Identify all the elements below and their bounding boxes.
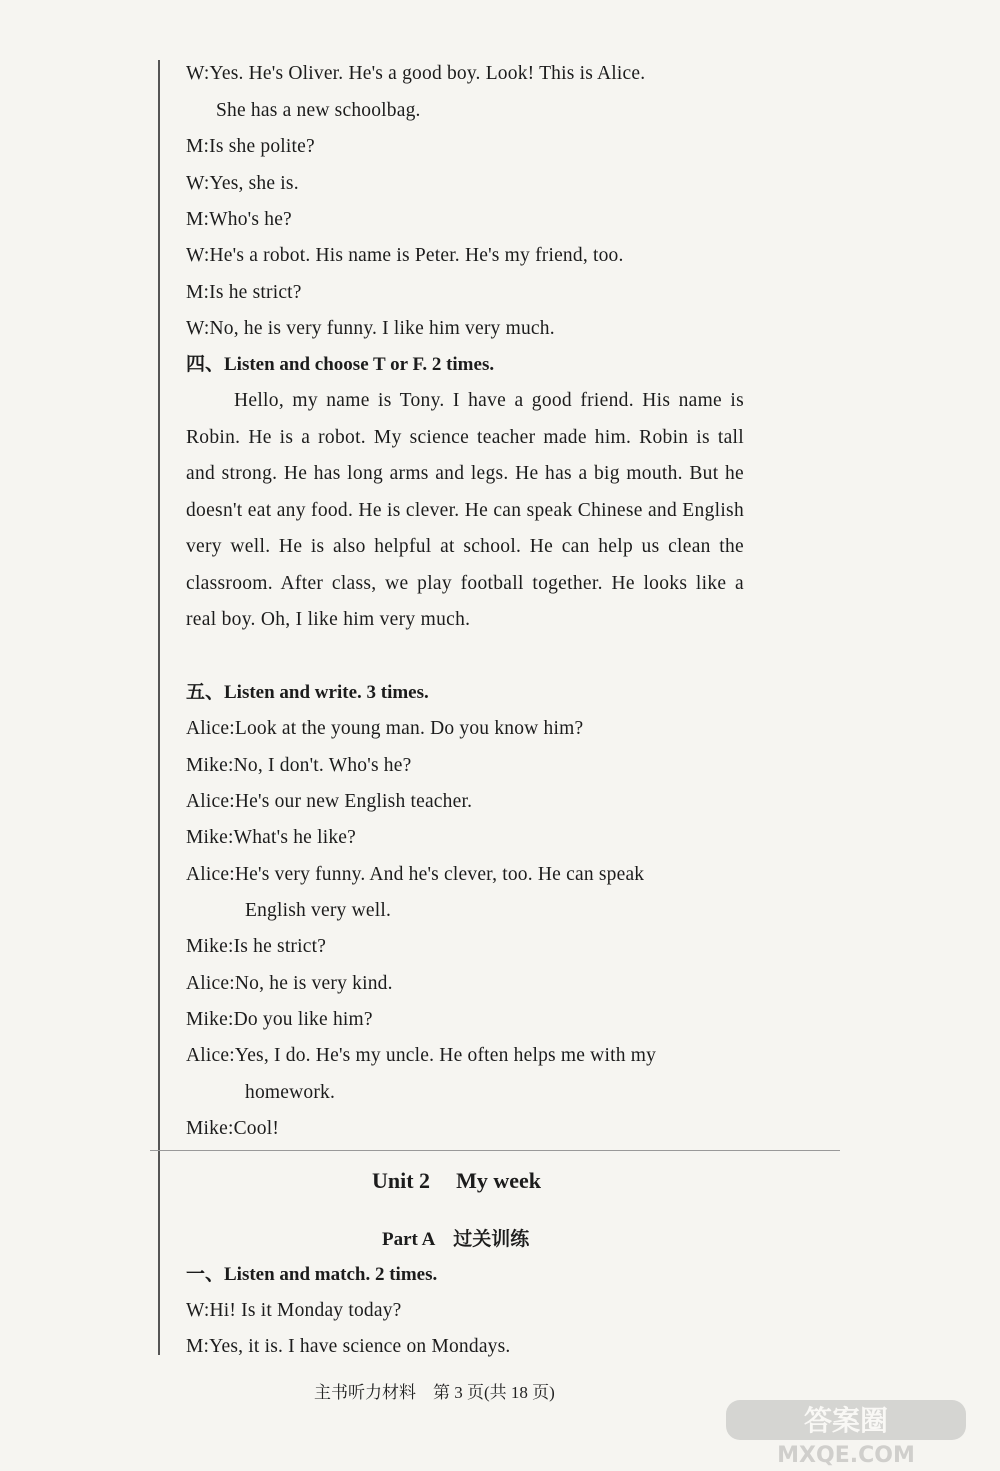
- speaker-label: Mike: [186, 827, 228, 848]
- utterance: Yes, it is. I have science on Mondays.: [209, 1336, 511, 1357]
- utterance: He's our new English teacher.: [234, 791, 473, 812]
- utterance: Is she polite?: [209, 136, 315, 157]
- dialogue-line: W:No, he is very funny. I like him very much.: [186, 318, 555, 339]
- utterance: He's very funny. And he's clever, too. He can speak: [234, 864, 645, 885]
- utterance: No, he is very kind.: [234, 973, 393, 994]
- utterance: Do you like him?: [233, 1009, 373, 1030]
- utterance: Hi! Is it Monday today?: [209, 1300, 402, 1321]
- utterance: Cool!: [233, 1118, 280, 1139]
- dialogue-line: W:He's a robot. His name is Peter. He's my friend, too.: [186, 245, 624, 266]
- watermark-label: 答案圈: [803, 1404, 889, 1437]
- speaker-label: Mike: [186, 1009, 228, 1030]
- utterance: No, he is very funny. I like him very much.: [209, 318, 555, 339]
- dialogue-line: Mike:Cool!: [186, 1118, 280, 1139]
- dialogue-line-continuation: homework.: [245, 1082, 336, 1103]
- unit-number: Unit 2: [372, 1168, 431, 1193]
- dialogue-line: M:Is he strict?: [186, 282, 302, 303]
- listening-passage: Hello, my name is Tony. I have a good friend. His name is Robin. He is a robot. My science teacher made him. Robin is tall and strong. He has long arms and legs. He has a big mouth. But he doesn't eat any food. He is clever. He can speak Chinese and English very well. He is also helpful at school. He can help us clean the classroom. After class, we play football together. He looks like a real boy. Oh, I like him very much.: [186, 390, 744, 630]
- page-footer: 主书听力材料 第 3 页(共 18 页): [314, 1383, 555, 1402]
- dialogue-line: M:Who's he?: [186, 209, 292, 230]
- speaker-label: M: [186, 282, 204, 303]
- utterance: Is he strict?: [209, 282, 302, 303]
- speaker-label: Alice: [186, 1045, 230, 1066]
- speaker-label: W: [186, 173, 204, 194]
- speaker-label: W: [186, 1300, 204, 1321]
- dialogue-line: Alice:He's our new English teacher.: [186, 791, 473, 812]
- speaker-label: Mike: [186, 755, 228, 776]
- dialogue-line-continuation: She has a new schoolbag.: [216, 100, 421, 121]
- speaker-label: M: [186, 209, 204, 230]
- utterance: He's a robot. His name is Peter. He's my friend, too.: [209, 245, 624, 266]
- dialogue-line: Alice:No, he is very kind.: [186, 973, 393, 994]
- watermark-logo: [716, 1396, 976, 1468]
- dialogue-line-continuation: English very well.: [245, 900, 392, 921]
- dialogue-line: Mike:Do you like him?: [186, 1009, 373, 1030]
- speaker-label: W: [186, 245, 204, 266]
- dialogue-line: Mike:Is he strict?: [186, 936, 327, 957]
- utterance: Look at the young man. Do you know him?: [234, 718, 584, 739]
- dialogue-line: M:Is she polite?: [186, 136, 315, 157]
- speaker-label: Alice: [186, 973, 230, 994]
- speaker-label: Alice: [186, 864, 230, 885]
- speaker-label: Alice: [186, 791, 230, 812]
- dialogue-line: Mike:What's he like?: [186, 827, 356, 848]
- utterance: Yes, I do. He's my uncle. He often helps me with my: [234, 1045, 657, 1066]
- unit-title: [372, 1168, 541, 1194]
- part-label: Part A: [382, 1229, 436, 1250]
- section-divider: [150, 1150, 840, 1151]
- left-margin-rule: [158, 60, 160, 1355]
- dialogue-line: Alice:He's very funny. And he's clever, too. He can speak: [186, 864, 645, 885]
- speaker-label: M: [186, 1336, 204, 1357]
- utterance: Yes, she is.: [209, 173, 299, 194]
- speaker-label: Alice: [186, 718, 230, 739]
- utterance: Who's he?: [209, 209, 292, 230]
- dialogue-line: W:Yes. He's Oliver. He's a good boy. Look! This is Alice.: [186, 63, 646, 84]
- part-name: 过关训练: [453, 1229, 530, 1250]
- watermark-url: MXQE.COM: [777, 1443, 915, 1468]
- dialogue-line: Mike:No, I don't. Who's he?: [186, 755, 412, 776]
- utterance: No, I don't. Who's he?: [233, 755, 412, 776]
- section-heading: 五、Listen and write. 3 times.: [186, 682, 429, 703]
- speaker-label: W: [186, 318, 204, 339]
- dialogue-line: Alice:Yes, I do. He's my uncle. He often helps me with my: [186, 1045, 657, 1066]
- speaker-label: W: [186, 63, 204, 84]
- dialogue-line: Alice:Look at the young man. Do you know him?: [186, 718, 584, 739]
- part-title: [382, 1224, 529, 1251]
- speaker-label: M: [186, 136, 204, 157]
- speaker-label: Mike: [186, 936, 228, 957]
- section-heading: 四、Listen and choose T or F. 2 times.: [186, 354, 495, 375]
- utterance: Is he strict?: [233, 936, 327, 957]
- speaker-label: Mike: [186, 1118, 228, 1139]
- dialogue-line: W:Hi! Is it Monday today?: [186, 1300, 402, 1321]
- dialogue-line: W:Yes, she is.: [186, 173, 299, 194]
- dialogue-line: M:Yes, it is. I have science on Mondays.: [186, 1336, 511, 1357]
- section-heading: 一、Listen and match. 2 times.: [186, 1264, 438, 1285]
- utterance: What's he like?: [233, 827, 356, 848]
- utterance: Yes. He's Oliver. He's a good boy. Look! This is Alice.: [209, 63, 646, 84]
- unit-name: My week: [456, 1168, 541, 1193]
